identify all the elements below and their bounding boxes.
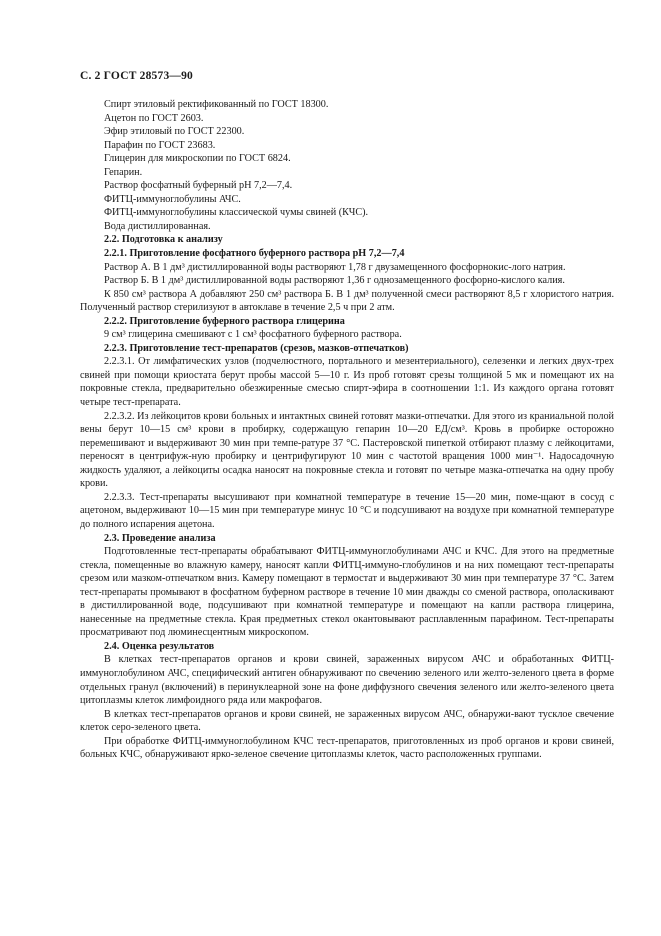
paragraph-2-2-3-2: 2.2.3.2. Из лейкоцитов крови больных и интактных свиней готовят мазки-отпечатки. Для этого из краниальной полой вены берут 10—15 см³ крови в пробирку, содержащую гепарин 10—20 ЕД/см³. Кровь в пробирке осторожно перемешивают и выдерживают 30 мин при темпе-ратуре 37 °С. Пастеровской пипеткой отбирают плазму с лейкоцитами, переносят в центрифуж-ную пробирку и центрифугируют 10 мин с частотой вращения 1000 мин⁻¹. Надосадочную жидкость удаляют, а лейкоциты осадка наносят на покровные стекла и готовят по четыре мазка-отпечатка на одну пробу крови. <box>80 410 614 490</box>
paragraph-results-2: В клетках тест-препаратов органов и крови свиней, не зараженных вирусом АЧС, обнаружи-вают тусклое свечение клеток серо-зеленого цвета. <box>80 708 614 734</box>
reagent-list <box>80 98 614 233</box>
section-heading-2-2: 2.2. Подготовка к анализу <box>104 234 223 246</box>
document-body <box>80 98 614 762</box>
reagent-item: Эфир этиловый по ГОСТ 22300. <box>104 126 245 138</box>
paragraph-solution-b: Раствор Б. В 1 дм³ дистиллированной воды растворяют 1,36 г однозамещенного фосфорно-кислого калия. <box>104 275 565 287</box>
paragraph-2-2-3-1: 2.2.3.1. От лимфатических узлов (подчелюстного, портального и мезентериального), селезенки и легких двух-трех свиней при помощи криостата берут пробы массой 5—10 г. Из проб готовят срезы толщиной 5 мк и помещают их на покровные стекла, предварительно обезжиренные смесью спирт-эфира в соотношении 1:1. Из каждого органа готовят четыре тест-препарата. <box>80 356 614 409</box>
page-header: С. 2 ГОСТ 28573—90 <box>80 70 193 82</box>
reagent-item: Парафин по ГОСТ 23683. <box>104 139 216 151</box>
reagent-item: Спирт этиловый ректификованный по ГОСТ 18300. <box>104 99 329 110</box>
paragraph-solution-a: Раствор А. В 1 дм³ дистиллированной воды растворяют 1,78 г двузамещенного фосфорнокис-лого натрия. <box>104 261 566 273</box>
section-heading-2-2-3: 2.2.3. Приготовление тест-препаратов (срезов, мазков-отпечатков) <box>104 342 409 354</box>
reagent-item: Вода дистиллированная. <box>104 220 211 232</box>
reagent-item: Гепарин. <box>104 166 143 178</box>
paragraph-analysis: Подготовленные тест-препараты обрабатывают ФИТЦ-иммуноглобулинами АЧС и КЧС. Для этого на предметные стекла, помещенные во влажную камеру, наносят капли ФИТЦ-иммуно-глобулинов и на них помещают тест-препараты срезом или мазком-отпечатком вниз. Камеру помещают в термостат и выдерживают 30 мин при температуре 37 °С. Затем тест-препараты промывают в фосфатном буферном растворе в течение 10 мин дважды со сменой раствора, ополаскивают в дистиллированной воде, подсушивают при комнатной температуре и помещают на капли раствора глицерина, нанесенные на предметные стекла. Края предметных стекол окантовывают расплавленным парафином. Тест-препараты просматривают под люминесцентным микроскопом. <box>80 546 614 639</box>
section-heading-2-2-1: 2.2.1. Приготовление фосфатного буферного раствора pH 7,2—7,4 <box>104 248 405 260</box>
reagent-item: Ацетон по ГОСТ 2603. <box>104 112 204 124</box>
section-heading-2-3: 2.3. Проведение анализа <box>104 532 216 544</box>
reagent-item: ФИТЦ-иммуноглобулины классической чумы свиней (КЧС). <box>104 207 369 219</box>
reagent-item: Глицерин для микроскопии по ГОСТ 6824. <box>104 153 291 165</box>
reagent-item: ФИТЦ-иммуноглобулины АЧС. <box>104 193 241 205</box>
section-heading-2-2-2: 2.2.2. Приготовление буферного раствора глицерина <box>104 315 345 327</box>
reagent-item: Раствор фосфатный буферный pH 7,2—7,4. <box>104 180 293 192</box>
paragraph-results-1: В клетках тест-препаратов органов и крови свиней, зараженных вирусом АЧС и обработанных ФИТЦ-иммуноглобулином АЧС, специфический антиген обнаруживают по свечению зеленого или желто-зеленого цвета в форме отдельных гранул (включений) в перинуклеарной зоне на фоне диффузного свечения зеленого или желто-зеленого цвета цитоплазмы клеток лимфоидного ряда или макрофагов. <box>80 654 614 707</box>
section-heading-2-4: 2.4. Оценка результатов <box>104 640 215 652</box>
paragraph-solution-mix: К 850 см³ раствора А добавляют 250 см³ раствора Б. В 1 дм³ полученной смеси растворяют 8,5 г хлористого натрия. Полученный раствор стерилизуют в автоклаве в течение 2,5 ч при 2 атм. <box>80 288 614 314</box>
paragraph-results-3: При обработке ФИТЦ-иммуноглобулином КЧС тест-препаратов, приготовленных из проб органов и крови свиней, больных КЧС, обнаруживают ярко-зеленое свечение цитоплазмы клеток, часто расположенных группами. <box>80 735 614 761</box>
paragraph-glycerin: 9 см³ глицерина смешивают с 1 см³ фосфатного буферного раствора. <box>104 329 402 341</box>
paragraph-2-2-3-3: 2.2.3.3. Тест-препараты высушивают при комнатной температуре в течение 15—20 мин, поме-щают в сосуд с ацетоном, выдерживают 10—15 мин при температуре минус 10 °С и подсушивают на воздухе при комнатной температуре до полного испарения ацетона. <box>80 491 614 530</box>
